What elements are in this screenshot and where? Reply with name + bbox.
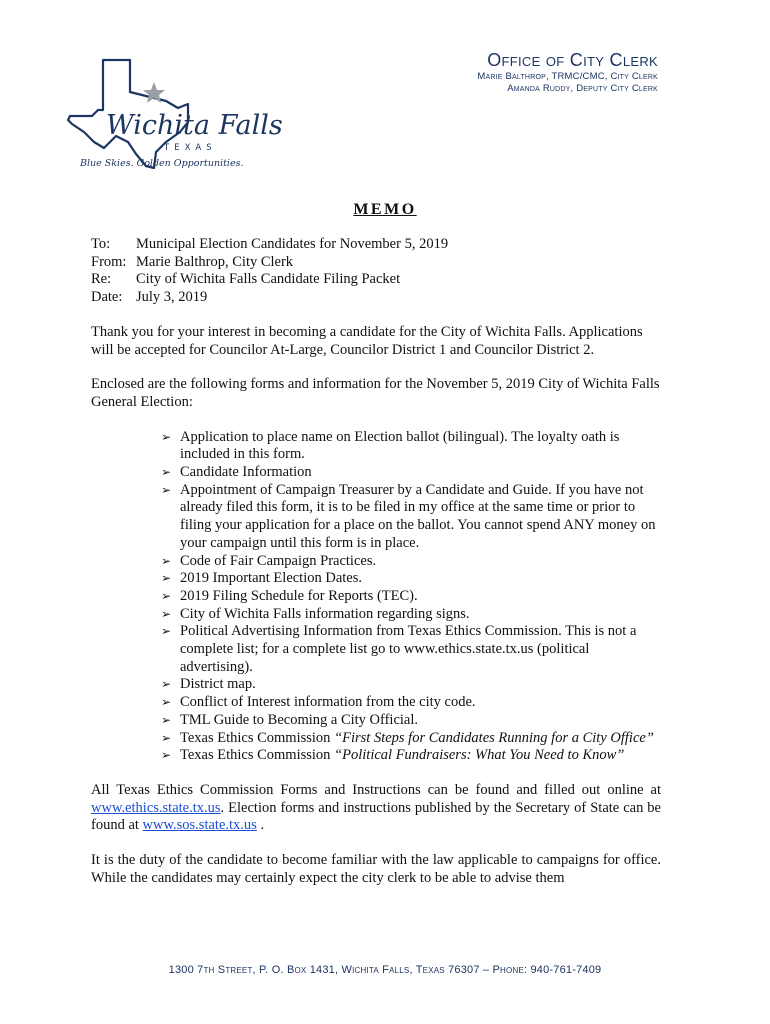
list-item: ➢ TML Guide to Becoming a City Official.	[161, 711, 418, 728]
list-item: ➢ Texas Ethics Commission “Political Fundraisers: What You Need to Know”	[161, 747, 625, 764]
office-title: Office of City Clerk	[487, 50, 658, 70]
bullet-arrow-icon: ➢	[161, 571, 172, 586]
list-item: ➢ City of Wichita Falls information regarding signs.	[161, 605, 470, 622]
memo-title: MEMO	[353, 201, 417, 218]
memo-header	[91, 236, 661, 307]
memo-re-value: City of Wichita Falls Candidate Filing Packet	[136, 271, 401, 288]
city-logo	[58, 52, 283, 177]
svg-text:TEXAS: TEXAS	[164, 143, 217, 153]
memo-to	[91, 236, 661, 254]
list-item: ➢ Appointment of Campaign Treasurer by a Candidate and Guide. If you have not already filed this form, it is to be filed in my office at the same time or prior to filing your application for a place on the ballot. You cannot spend ANY money on your campaign until this form is in place.	[161, 481, 656, 551]
bullet-arrow-icon: ➢	[161, 588, 172, 603]
bullet-arrow-icon: ➢	[161, 624, 172, 639]
bullet-arrow-icon: ➢	[161, 553, 172, 568]
list-item: ➢ 2019 Important Election Dates.	[161, 570, 363, 587]
list-item: ➢ District map.	[161, 676, 256, 693]
list-item: ➢ Application to place name on Election ballot (bilingual). The loyalty oath is included in this form.	[161, 428, 620, 463]
footer-address: 1300 7th Street, P. O. Box 1431, Wichita Falls, Texas 76307 – Phone: 940-761-7409	[168, 964, 602, 976]
bullet-arrow-icon: ➢	[161, 748, 172, 763]
list-item: ➢ Texas Ethics Commission “First Steps for Candidates Running for a City Office”	[161, 729, 654, 746]
sos-link[interactable]: www.sos.state.tx.us	[142, 817, 257, 834]
bullet-arrow-icon: ➢	[161, 695, 172, 710]
memo-to-value: Municipal Election Candidates for November 5, 2019	[136, 236, 449, 252]
bullet-arrow-icon: ➢	[161, 429, 172, 444]
bullet-arrow-icon: ➢	[161, 606, 172, 621]
memo-from	[91, 254, 661, 272]
memo-re	[91, 271, 661, 289]
enclosed-paragraph: Enclosed are the following forms and information for the November 5, 2019 City of Wichita Falls General Election:	[91, 376, 660, 410]
memo-from-label: From:	[91, 253, 127, 270]
memo-date-value: July 3, 2019	[136, 289, 208, 306]
intro-paragraph: Thank you for your interest in becoming a candidate for the City of Wichita Falls. Applications will be accepted for Councilor At-Large, Councilor District 1 and Councilor District 2.	[91, 323, 643, 358]
memo-from-value: Marie Balthrop, City Clerk	[136, 253, 294, 270]
ethics-link[interactable]: www.ethics.state.tx.us	[91, 799, 221, 816]
bullet-arrow-icon: ➢	[161, 730, 172, 745]
city-clerk-line: Marie Balthrop, TRMC/CMC, City Clerk	[477, 71, 658, 82]
memo-re-label: Re:	[91, 271, 112, 288]
bullet-arrow-icon: ➢	[161, 712, 172, 727]
memo-date-label: Date:	[91, 289, 123, 306]
memo-date	[91, 289, 661, 307]
svg-text:Wichita Falls: Wichita Falls	[106, 110, 283, 141]
memo-body	[91, 236, 661, 888]
memo-to-label: To:	[91, 236, 111, 252]
list-item: ➢ Candidate Information	[161, 464, 312, 481]
list-item: ➢ Conflict of Interest information from the city code.	[161, 694, 476, 711]
bullet-arrow-icon: ➢	[161, 465, 172, 480]
enclosed-list	[91, 429, 661, 765]
online-forms-paragraph: All Texas Ethics Commission Forms and Instructions can be found and filled out online at www.ethics.state.tx.us. Election forms and instructions published by the Secretary of State can be found at www.sos.state.tx.us .	[91, 781, 661, 834]
deputy-clerk-line: Amanda Ruddy, Deputy City Clerk	[507, 83, 658, 94]
list-item: ➢ 2019 Filing Schedule for Reports (TEC).	[161, 587, 418, 604]
bullet-arrow-icon: ➢	[161, 482, 172, 497]
office-header	[477, 50, 658, 95]
bullet-arrow-icon: ➢	[161, 677, 172, 692]
list-item: ➢ Political Advertising Information from Texas Ethics Commission. This is not a complete list; for a complete list go to www.ethics.state.tx.us (political advertising).	[161, 623, 637, 675]
texas-outline-icon	[58, 52, 283, 177]
svg-text:Blue Skies. Golden Opportuniti: Blue Skies. Golden Opportunities.	[80, 158, 244, 169]
list-item: ➢ Code of Fair Campaign Practices.	[161, 552, 377, 569]
duty-paragraph: It is the duty of the candidate to become familiar with the law applicable to campaigns for office. While the candidates may certainly expect the city clerk to be able to advise them	[91, 852, 661, 886]
